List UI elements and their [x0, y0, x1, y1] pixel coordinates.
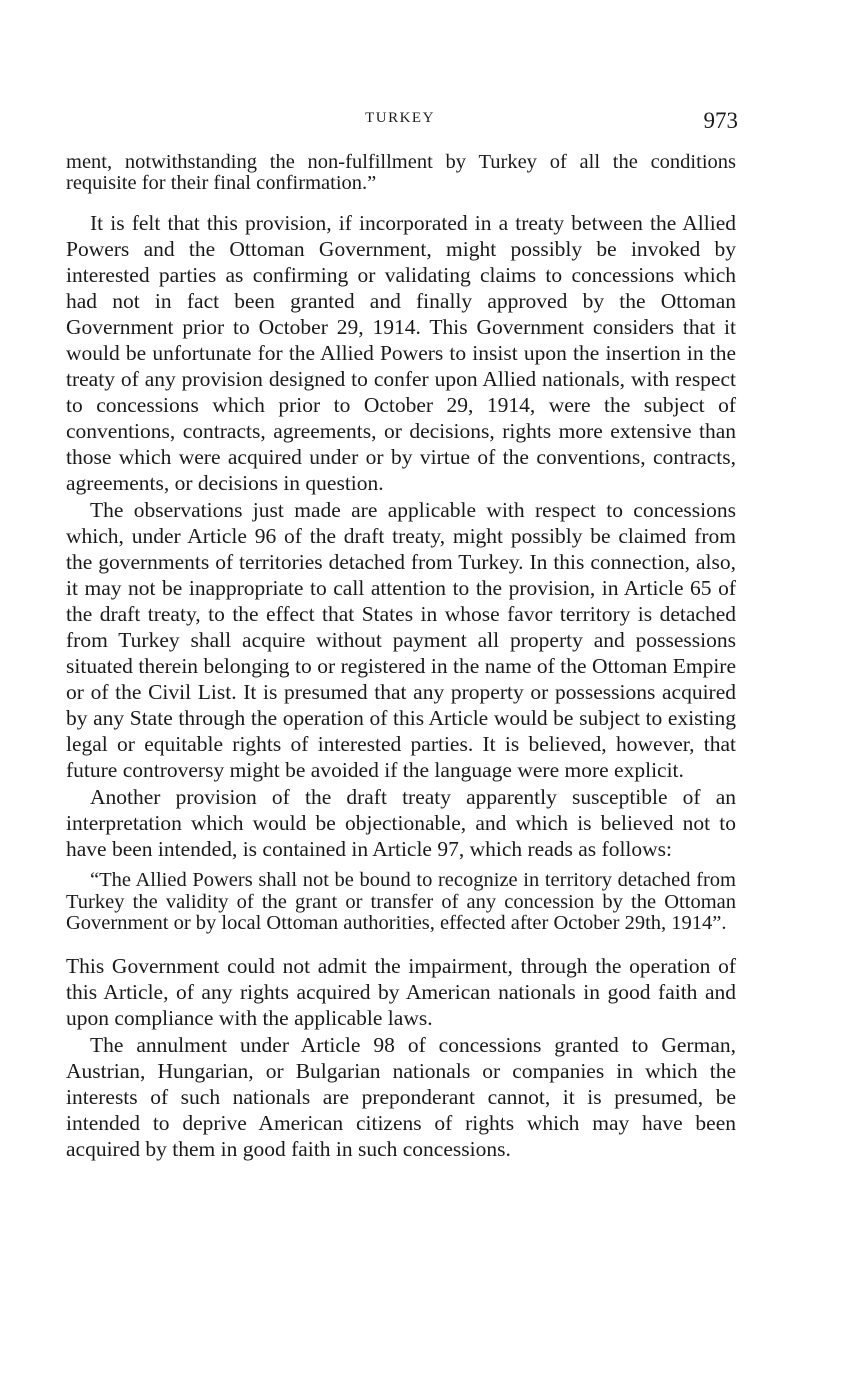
running-title: TURKEY — [365, 110, 435, 126]
paragraph-article-96-65: The observations just made are applicable with respect to concessions which, under Article 96 of the draft treaty, might possibly be claimed from the governments of territories detached from Turkey. In this connection, also, it may not be inappropriate to call attention to the provision, in Article 65 of the draft treaty, to the effect that States in whose favor territory is detached from Turkey shall acquire without payment all property and possessions situated therein belonging to or registered in the name of the Ottoman Empire or of the Civil List. It is presumed that any property or possessions acquired by any State through the operation of this Article would be subject to existing legal or equitable rights of interested parties. It is believed, however, that future controversy might be avoided if the language were more explicit. — [66, 498, 736, 782]
page-number: 973 — [703, 108, 738, 133]
paragraph-article-98: The annulment under Article 98 of concessions granted to German, Austrian, Hungarian, or Bulgarian nationals or companies in which the interests of such nationals are preponderant cannot, it is presumed, be intended to deprive American citizens of rights which may have been acquired by them in good faith in such concessions. — [66, 1032, 736, 1161]
paragraph-article-97-intro: Another provision of the draft treaty apparently susceptible of an interpretation which would be objectionable, and which is believed not to have been intended, is contained in Article 97, which reads as follows: — [66, 785, 736, 861]
paragraph-provision-concern: It is felt that this provision, if incorporated in a treaty between the Allied Powers and the Ottoman Government, might possibly be invoked by interested parties as confirming or validating claims to concessions which had not in fact been granted and finally approved by the Ottoman Government prior to October 29, 1914. This Government considers that it would be unfortunate for the Allied Powers to insist upon the insertion in the treaty of any provision designed to confer upon Allied nationals, with respect to concessions which prior to October 29, 1914, were the subject of conventions, contracts, agreements, or decisions, rights more extensive than those which were acquired under or by virtue of the conventions, contracts, agreements, or decisions in question. — [66, 211, 736, 495]
paragraph-impairment: This Government could not admit the impairment, through the operation of this Article, of any rights acquired by American nationals in good faith and upon compliance with the applicable laws. — [66, 953, 736, 1030]
body-text — [66, 152, 736, 1162]
running-head — [0, 108, 856, 138]
paragraph-continued: ment, notwithstanding the non-fulfillment by Turkey of all the conditions requisite for their final confirmation.” — [66, 151, 736, 194]
block-quote-article-97: “The Allied Powers shall not be bound to recognize in territory detached from Turkey the validity of the grant or transfer of any concession by the Ottoman Government or by local Ottoman authorities, effected after October 29th, 1914”. — [66, 869, 736, 934]
